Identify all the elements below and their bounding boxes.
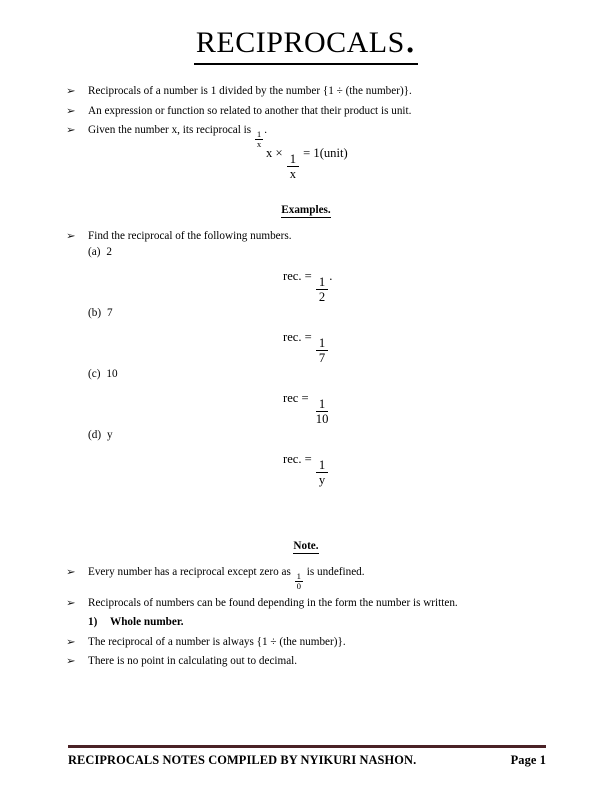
note-sub-item xyxy=(88,615,546,630)
answer-fraction xyxy=(316,337,328,365)
fraction-denominator: 0 xyxy=(296,581,301,592)
fraction-denominator: 7 xyxy=(318,351,326,366)
footer-left-text: RECIPROCALS NOTES COMPILED BY NYIKURI NASHON. xyxy=(68,753,417,767)
example-item-d xyxy=(88,428,113,443)
answer-label: rec. = xyxy=(283,330,315,344)
example-letter: (b) xyxy=(88,307,102,319)
example-answer-d xyxy=(283,452,329,487)
example-item-b xyxy=(88,306,113,321)
fraction-denominator: x xyxy=(256,139,262,150)
answer-label: rec = xyxy=(283,391,312,405)
answer-fraction xyxy=(316,276,328,304)
list-item xyxy=(66,84,546,99)
main-equation xyxy=(266,146,348,181)
page-footer xyxy=(68,745,546,768)
arrowhead-bullet-icon: ➢ xyxy=(66,636,76,648)
arrowhead-bullet-icon: ➢ xyxy=(66,86,76,97)
fraction-numerator: 1 xyxy=(287,153,299,168)
list-item-text xyxy=(88,565,546,591)
page-title-container xyxy=(0,16,612,65)
fraction-numerator: 1 xyxy=(316,459,328,474)
fraction-numerator: 1 xyxy=(316,276,328,291)
fraction-denominator: x xyxy=(289,167,296,182)
footer-divider xyxy=(68,745,546,748)
note-bullet-list xyxy=(66,565,546,674)
note-sub-item-marker: 1) xyxy=(88,616,98,629)
list-item xyxy=(66,565,546,591)
list-item-text-pre: An expression or function so related to another that their product is unit. xyxy=(88,104,412,117)
list-item xyxy=(66,654,546,669)
example-answer-c xyxy=(283,391,332,426)
list-item xyxy=(66,229,546,244)
example-value: y xyxy=(107,429,113,441)
example-letter: (d) xyxy=(88,429,102,441)
example-letter: (a) xyxy=(88,246,101,258)
example-answer-b xyxy=(283,330,329,365)
equation-fraction xyxy=(287,153,299,181)
inline-fraction xyxy=(295,572,303,591)
list-item-text xyxy=(88,104,546,119)
page-title: reciprocals. xyxy=(194,16,418,65)
arrowhead-bullet-icon: ➢ xyxy=(66,567,76,578)
list-item-text-post: . xyxy=(264,124,268,136)
inline-fraction xyxy=(255,130,263,149)
arrowhead-bullet-icon: ➢ xyxy=(66,125,76,136)
note-heading xyxy=(0,540,612,552)
example-letter: (c) xyxy=(88,368,101,380)
example-item-c xyxy=(88,367,118,382)
examples-lead-list xyxy=(66,229,546,249)
answer-fraction xyxy=(313,398,332,426)
list-item xyxy=(66,635,546,650)
list-item xyxy=(66,596,546,611)
list-item-text: Find the reciprocal of the following numbers. xyxy=(88,230,292,242)
footer-row xyxy=(68,753,546,768)
note-sub-item-label: Whole number. xyxy=(110,616,184,629)
equation-lhs: x × xyxy=(266,146,286,160)
fraction-numerator: 1 xyxy=(256,128,262,139)
list-item xyxy=(66,104,546,119)
example-answer-a xyxy=(283,269,332,304)
list-item-text-pre: Given the number x, its reciprocal is xyxy=(88,124,254,136)
list-item-text-pre: Every number has a reciprocal except zero as xyxy=(88,566,294,578)
answer-trailing: . xyxy=(329,269,333,283)
fraction-denominator: 2 xyxy=(318,290,326,305)
arrowhead-bullet-icon: ➢ xyxy=(66,105,76,117)
example-item-a xyxy=(88,245,112,260)
example-value: 7 xyxy=(107,307,113,319)
list-item-text: The reciprocal of a number is always {1 ÷ (the number)}. xyxy=(88,635,346,648)
answer-fraction xyxy=(316,459,328,487)
fraction-numerator: 1 xyxy=(316,337,328,352)
footer-page-number: Page 1 xyxy=(510,753,546,767)
examples-heading xyxy=(0,204,612,216)
arrowhead-bullet-icon: ➢ xyxy=(66,231,76,242)
answer-label: rec. = xyxy=(283,269,315,283)
fraction-denominator: y xyxy=(318,473,326,488)
list-item-text: There is no point in calculating out to decimal. xyxy=(88,655,298,668)
list-item-text-post: is undefined. xyxy=(303,566,365,578)
list-item-text: Reciprocals of numbers can be found depending in the form the number is written. xyxy=(88,596,458,609)
fraction-denominator: 10 xyxy=(315,412,329,427)
equation-rhs: = 1(unit) xyxy=(300,146,348,160)
fraction-numerator: 1 xyxy=(316,398,328,413)
note-heading-text: Note. xyxy=(293,540,319,552)
example-value: 2 xyxy=(106,246,113,258)
arrowhead-bullet-icon: ➢ xyxy=(66,597,76,609)
answer-label: rec. = xyxy=(283,452,315,466)
arrowhead-bullet-icon: ➢ xyxy=(66,656,76,668)
example-value: 10 xyxy=(106,368,118,380)
examples-heading-text: Examples. xyxy=(281,204,331,216)
list-item-text xyxy=(88,84,546,99)
list-item-text-pre: Reciprocals of a number is 1 divided by the number {1 ÷ (the number)}. xyxy=(88,85,412,97)
intro-bullet-list xyxy=(66,84,546,154)
fraction-numerator: 1 xyxy=(296,570,301,581)
